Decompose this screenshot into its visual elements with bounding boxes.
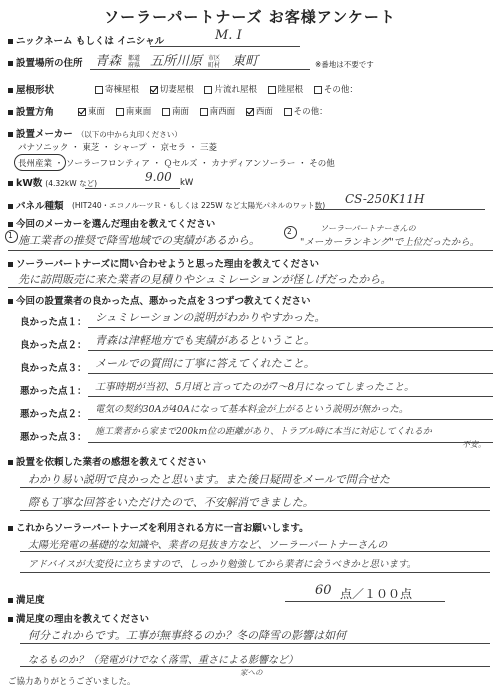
bad-1-label: 悪かった点１：: [20, 386, 87, 397]
dir-opt-4-checkbox[interactable]: [246, 108, 254, 116]
q6-label: 満足度の理由を教えてください: [8, 611, 149, 625]
q1-label: 今回のメーカーを選んだ理由を教えてください: [8, 216, 215, 230]
bad-2-text: 電気の契約30Aが40Aになって基本料金が上がるという説明が無かった。: [95, 404, 409, 415]
q2-answer: 先に訪問販売に来た業者の見積りやシュミレーションが怪しげだったから。: [18, 273, 392, 286]
maker-selected-circle: [14, 154, 66, 171]
panel-label: パネル種類: [8, 198, 64, 212]
q4-line-2: 際も丁寧な回答をいただけたので、不安解消できました。: [28, 496, 314, 509]
good-2-label: 良かった点２：: [20, 340, 87, 351]
q1-answer-1: 施工業者の推奨で降雪地域での実績があるから。: [18, 234, 260, 247]
q6-insert: 家への: [240, 668, 263, 677]
location-city-suffix: 市区町村: [208, 55, 221, 69]
satisfaction-value: 60: [315, 583, 332, 598]
good-3-label: 良かった点３：: [20, 363, 87, 374]
nickname-label: ニックネーム もしくは イニシャル: [8, 33, 164, 47]
roof-opt-2-checkbox[interactable]: [204, 86, 212, 94]
panel-value: CS-250K11H: [345, 192, 425, 206]
q1-answer-2b: "メーカーランキング"で上位だったから。: [300, 237, 480, 248]
location-note: ※番地は不要です: [315, 60, 374, 69]
dir-opt-2-checkbox[interactable]: [162, 108, 170, 116]
dir-opt-5-checkbox[interactable]: [284, 108, 292, 116]
footer-thanks: ご協力ありがとうございました。: [8, 677, 136, 687]
direction-options: 東面 南東面 南面 南西面 西面 その他：: [78, 105, 336, 117]
survey-title: ソーラーパートナーズ お客様アンケート: [104, 8, 396, 26]
panel-hint: (HIT240・エコノルーツＲ・もしくは 225W など太陽光パネルのワット数): [72, 201, 326, 210]
roof-opt-3-checkbox[interactable]: [268, 86, 276, 94]
maker-selected: 長州産業: [18, 159, 53, 169]
q1-ans1-num: 1: [8, 231, 13, 240]
good-1-label: 良かった点１：: [20, 317, 87, 328]
roof-opt-1-checkbox[interactable]: [150, 86, 158, 94]
satisfaction-label: 満足度: [8, 592, 45, 606]
q5-line-1: 太陽光発電の基礎的な知識や、業者の見抜き方など、ソーラーパートナーさんの: [28, 540, 388, 551]
q6-line-2: なるものか？（発電がけでなく落雪、重さによる影響など）: [28, 655, 298, 666]
q6-line-1: 何分これからです。工事が無事終るのか？冬の降雪の影響は如何: [28, 629, 347, 642]
bad-3-extra: 不安。: [462, 440, 486, 449]
bad-1-text: 工事時期が当初、5月頃と言ってたのが7〜8月になってしまったこと。: [95, 382, 415, 393]
roof-opt-0-checkbox[interactable]: [95, 86, 103, 94]
q2-label: ソーラーパートナーズに問い合わせようと思った理由を教えてください: [8, 256, 319, 270]
satisfaction-suffix: 点／１００点: [340, 587, 413, 601]
location-area: 東町: [232, 54, 259, 69]
roof-opt-4-checkbox[interactable]: [314, 86, 322, 94]
kw-unit: kW: [180, 178, 194, 188]
location-pref-suffix: 都道府県: [128, 55, 141, 69]
bad-3-text: 施工業者から家まで200km位の距離があり、トラブル時に本当に対応してくれるか: [95, 427, 432, 437]
nickname-value: M. I: [215, 28, 242, 43]
q5-label: これからソーラーパートナーズを利用される方に一言お願いします。: [8, 520, 309, 534]
location-pref: 青森: [95, 54, 122, 69]
roof-shape-label: 屋根形状: [8, 82, 54, 96]
q4-label: 設置を依頼した業者の感想を教えてください: [8, 454, 206, 468]
dir-opt-0-checkbox[interactable]: [78, 108, 86, 116]
kw-label: kW数 (4.32kW など): [8, 175, 97, 189]
q1-answer-2a: ソーラーパートナーさんの: [320, 224, 416, 233]
bad-3-label: 悪かった点３：: [20, 432, 87, 443]
location-city: 五所川原: [150, 54, 203, 69]
direction-label: 設置方角: [8, 104, 54, 118]
roof-shape-options: 寄棟屋根 切妻屋根 片流れ屋根 陸屋根 その他：: [95, 83, 366, 95]
q1-ans2-num: 2: [287, 227, 292, 236]
dir-opt-3-checkbox[interactable]: [200, 108, 208, 116]
location-label: 設置場所の住所: [8, 55, 83, 69]
q3-label: 今回の設置業者の良かった点、悪かった点を３つずつ教えてください: [8, 293, 311, 307]
dir-opt-1-checkbox[interactable]: [116, 108, 124, 116]
good-1-text: シュミレーションの説明がわかりやすかった。: [95, 311, 326, 324]
good-2-text: 青森は津軽地方でも実績があるということ。: [95, 334, 315, 347]
maker-row-1: パナソニック ・ 東芝 ・ シャープ ・ 京セラ ・ 三菱: [18, 143, 217, 153]
bad-2-label: 悪かった点２：: [20, 409, 87, 420]
maker-row-2: 長州産業 ・ ソーラーフロンティア ・ Ｑセルズ ・ カナディアンソーラー ・ その他: [18, 159, 335, 169]
good-3-text: メールでの質問に丁寧に答えてくれたこと。: [95, 357, 315, 370]
q4-line-1: わかり易い説明で良かったと思います。また後日疑問をメールで問合せた: [28, 473, 390, 486]
kw-value: 9.00: [145, 170, 172, 184]
maker-label: 設置メーカー （以下の中から丸印ください）: [8, 126, 182, 140]
q5-line-2: アドバイスが大変役に立ちますので、しっかり勉強してから業者に会うべきかと思います。: [28, 559, 417, 570]
